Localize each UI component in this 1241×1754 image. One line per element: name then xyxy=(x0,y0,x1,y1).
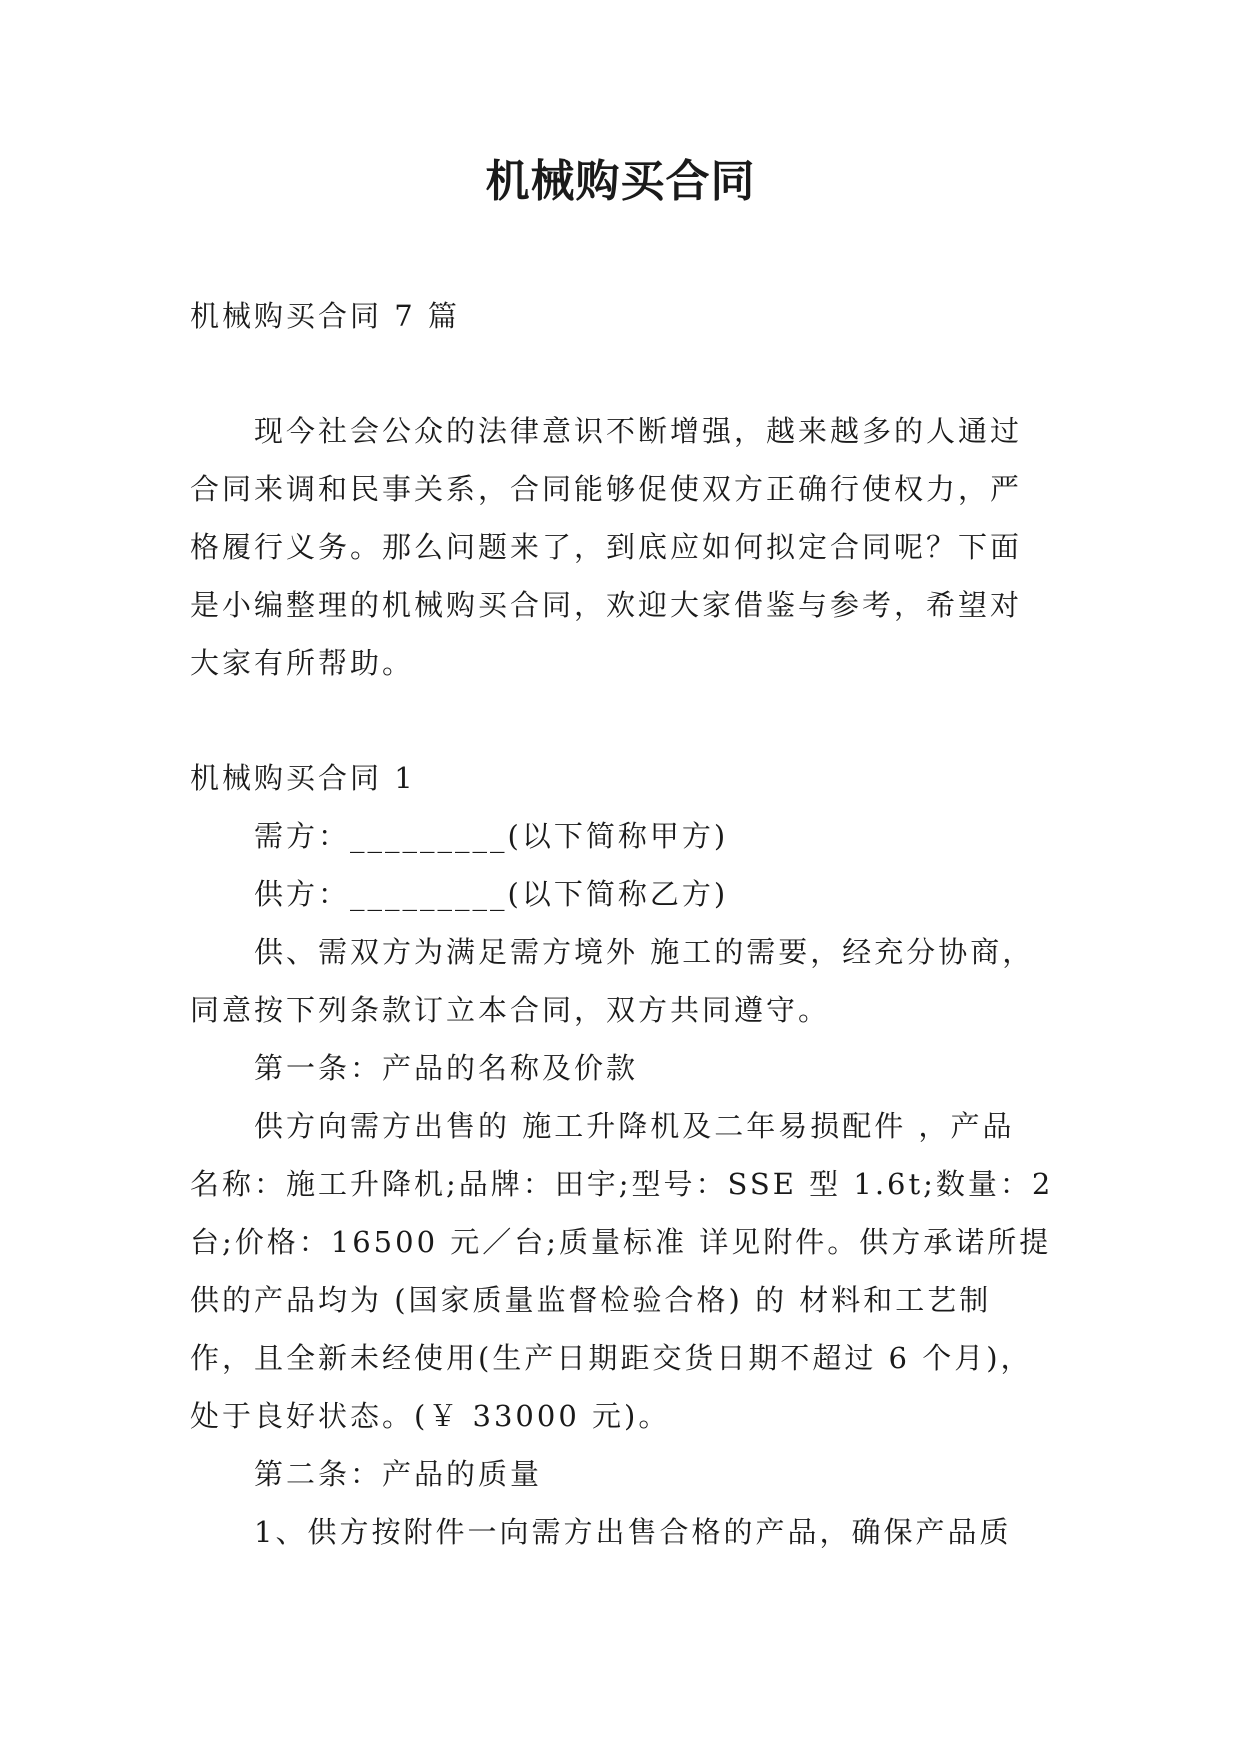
document-subtitle: 机械购买合同 7 篇 xyxy=(190,299,460,333)
intro-line-4: 是小编整理的机械购买合同，欢迎大家借鉴与参考，希望对 xyxy=(190,588,1023,622)
article1-title: 第一条：产品的名称及价款 xyxy=(254,1051,639,1085)
intro-line-5: 大家有所帮助。 xyxy=(190,646,415,680)
demand-party-line: 需方：_________(以下简称甲方) xyxy=(254,819,729,853)
article2-line-1: 1、供方按附件一向需方出售合格的产品，确保产品质 xyxy=(254,1515,1012,1549)
article1-line-2: 名称：施工升降机;品牌：田宇;型号：SSE 型 1.6t;数量：2 xyxy=(190,1167,1054,1201)
agreement-line-2: 同意按下列条款订立本合同，双方共同遵守。 xyxy=(190,993,831,1027)
intro-line-1: 现今社会公众的法律意识不断增强，越来越多的人通过 xyxy=(254,414,1023,448)
article1-line-3: 台;价格：16500 元／台;质量标准 详见附件。供方承诺所提 xyxy=(190,1225,1052,1259)
article2-title: 第二条：产品的质量 xyxy=(254,1457,543,1491)
article1-line-4: 供的产品均为 (国家质量监督检验合格) 的 材料和工艺制 xyxy=(190,1283,992,1317)
document-title: 机械购买合同 xyxy=(485,156,756,207)
article1-line-1: 供方向需方出售的 施工升降机及二年易损配件 ，产品 xyxy=(254,1109,1015,1143)
intro-line-3: 格履行义务。那么问题来了，到底应如何拟定合同呢？下面 xyxy=(190,530,1023,564)
agreement-line-1: 供、需双方为满足需方境外 施工的需要，经充分协商， xyxy=(254,935,1035,969)
intro-line-2: 合同来调和民事关系，合同能够促使双方正确行使权力，严 xyxy=(190,472,1023,506)
article1-line-5: 作，且全新未经使用(生产日期距交货日期不超过 6 个月)， xyxy=(190,1341,1033,1375)
article1-line-6: 处于良好状态。(￥ 33000 元)。 xyxy=(190,1399,671,1433)
section-heading: 机械购买合同 1 xyxy=(190,761,416,795)
supply-party-line: 供方：_________(以下简称乙方) xyxy=(254,877,729,911)
